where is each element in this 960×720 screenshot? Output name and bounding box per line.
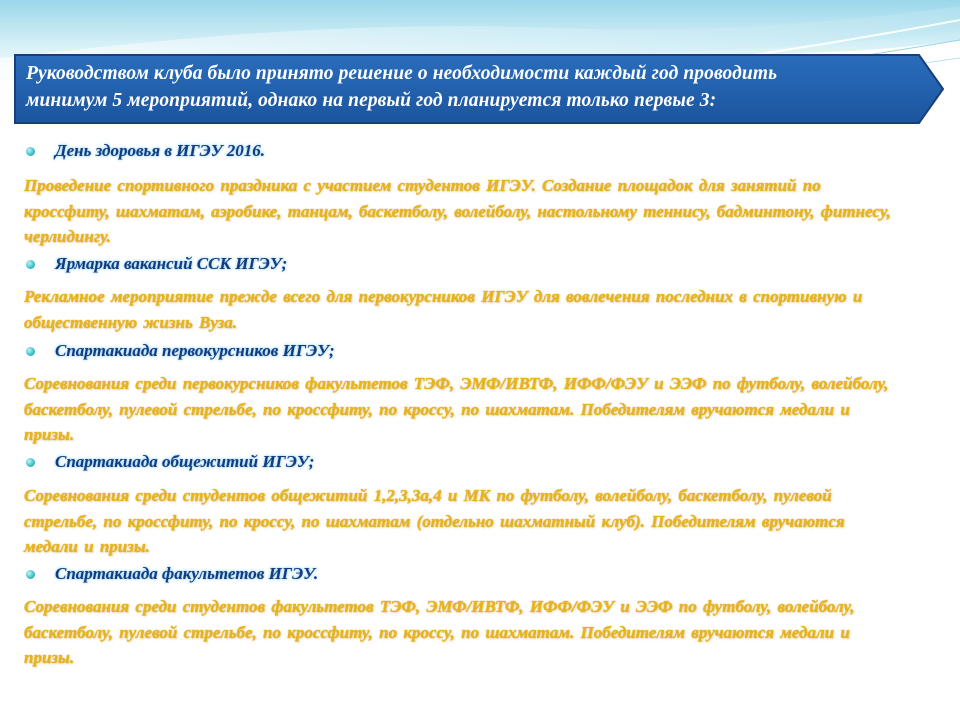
event-description: Соревнования среди студентов общежитий 1,2,3,3а,4 и МК по футболу, волейболу, баскетболу, пулевой стрельбе, по кроссфиту, по кроссу, по шахматам (отдельно шахматный клуб). Победителям вручаются медали и призы. bbox=[24, 486, 845, 556]
banner-text-line-2: минимум 5 мероприятий, однако на первый год планируется только первые 3: bbox=[26, 90, 717, 111]
event-title-row bbox=[26, 341, 335, 361]
event-title: Спартакиада первокурсников ИГЭУ; bbox=[55, 341, 335, 360]
bullet-dot-icon bbox=[26, 458, 35, 467]
event-title-row bbox=[26, 141, 265, 161]
event-title: Спартакиада общежитий ИГЭУ; bbox=[55, 452, 315, 471]
bullet-dot-icon bbox=[26, 570, 35, 579]
event-title: День здоровья в ИГЭУ 2016. bbox=[55, 141, 266, 160]
event-title-row bbox=[26, 452, 314, 472]
event-description: Рекламное мероприятие прежде всего для первокурсников ИГЭУ для вовлечения последних в спортивную и общественную жизнь Вуза. bbox=[24, 287, 863, 332]
event-description: Проведение спортивного праздника с участием студентов ИГЭУ. Создание площадок для занятий по кроссфиту, шахматам, аэробике, танцам, баскетболу, волейболу, настольному теннису, бадминтону, фитнесу, черлидингу. bbox=[24, 176, 891, 246]
event-title: Ярмарка вакансий ССК ИГЭУ; bbox=[55, 254, 288, 273]
bullet-dot-icon bbox=[26, 260, 35, 269]
banner-text-line-1: Руководством клуба было принято решение о необходимости каждый год проводить bbox=[26, 63, 778, 84]
bullet-dot-icon bbox=[26, 147, 35, 156]
event-title-row bbox=[26, 564, 318, 584]
event-description: Соревнования среди студентов факультетов ТЭФ, ЭМФ/ИВТФ, ИФФ/ФЭУ и ЭЭФ по футболу, волейболу, баскетболу, пулевой стрельбе, по кроссфиту, по кроссу, по шахматам. Победителям вручаются медали и призы. bbox=[24, 597, 855, 667]
event-title-row bbox=[26, 254, 287, 274]
event-title: Спартакиада факультетов ИГЭУ. bbox=[55, 564, 319, 583]
bullet-dot-icon bbox=[26, 347, 35, 356]
event-description: Соревнования среди первокурсников факультетов ТЭФ, ЭМФ/ИВТФ, ИФФ/ФЭУ и ЭЭФ по футболу, волейболу, баскетболу, пулевой стрельбе, по кроссфиту, по кроссу, по шахматам. Победителям вручаются медали и призы. bbox=[24, 374, 889, 444]
